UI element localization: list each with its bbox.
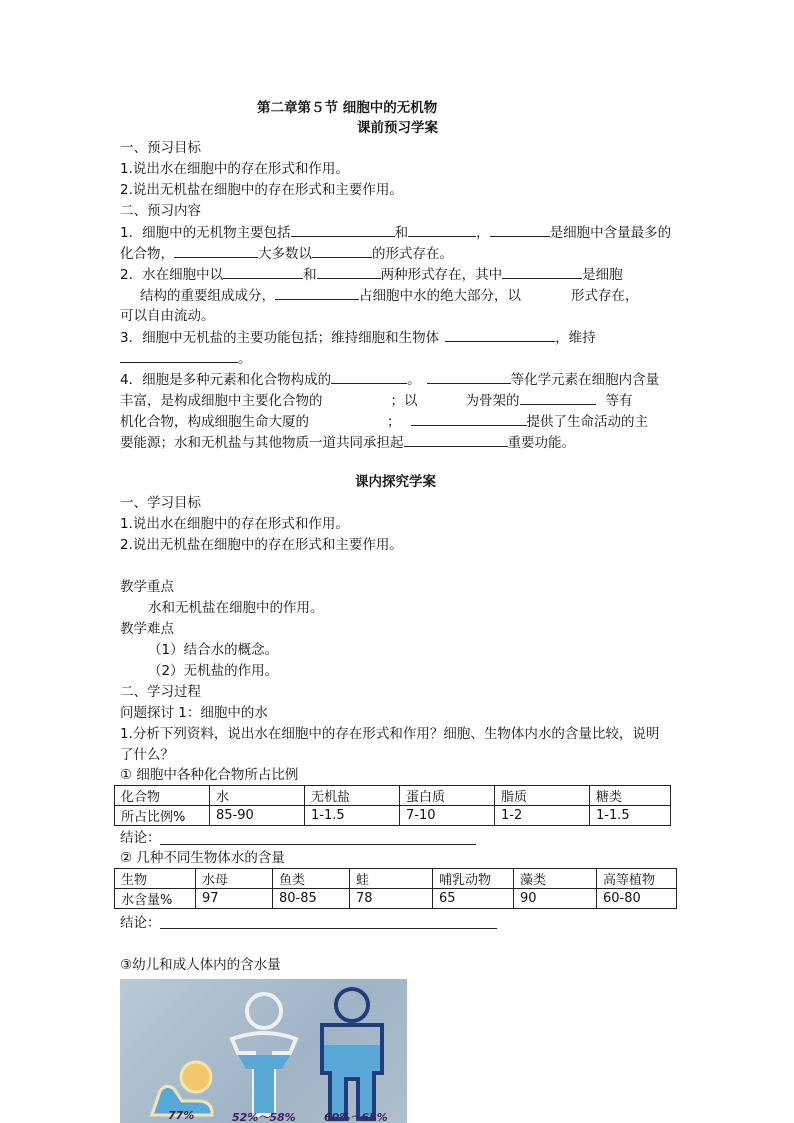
table-header-cell: 水母	[196, 869, 273, 889]
fill-blank[interactable]	[502, 264, 582, 279]
difficulty-label: 教学难点	[120, 621, 174, 637]
table-header-cell: 生物	[115, 869, 196, 889]
preview-question-1-line-2	[120, 243, 453, 264]
table-cell: 1-2	[495, 806, 590, 826]
preview-goal-1: 1.说出水在细胞中的存在形式和作用。	[120, 161, 349, 177]
table-cell: 85-90	[210, 806, 305, 826]
table-cell: 7-10	[400, 806, 495, 826]
text: 机化合物，构成细胞生命大厦的	[120, 414, 309, 430]
preview-question-4-line-4	[120, 432, 575, 453]
preview-question-4-line-2	[120, 390, 633, 411]
water-content-figure	[120, 979, 407, 1123]
table-header-cell: 水	[210, 786, 305, 806]
fill-blank[interactable]	[174, 243, 258, 258]
table-row	[115, 806, 671, 826]
text: 等化学元素在细胞内含量	[510, 372, 660, 388]
fill-blank[interactable]	[520, 390, 596, 405]
text: 占细胞中水的绝大部分，以	[359, 288, 521, 304]
preview-question-3-line-1	[120, 327, 596, 348]
compound-ratio-table	[114, 785, 671, 826]
conclusion-2-label: 结论：	[120, 915, 161, 931]
table-header-cell: 鱼类	[273, 869, 350, 889]
table-cell: 60-80	[597, 889, 677, 909]
table-header-cell: 蛋白质	[400, 786, 495, 806]
baby-head-icon	[181, 1062, 211, 1092]
preview-goals-heading: 一、预习目标	[120, 140, 201, 156]
fill-blank[interactable]	[275, 285, 359, 300]
inclass-goal-1: 1.说出水在细胞中的存在形式和作用。	[120, 516, 349, 532]
text: 重要功能。	[507, 435, 575, 451]
table-cell: 78	[350, 889, 433, 909]
child-head-icon	[247, 994, 281, 1028]
table-cell: 所占比例%	[115, 806, 210, 826]
topic-1-heading: 问题探讨 1：细胞中的水	[120, 705, 268, 721]
text: 形式存在，	[571, 288, 639, 304]
figure-caption: ③幼儿和成人体内的含水量	[120, 957, 281, 973]
fill-blank[interactable]	[291, 222, 395, 237]
preview-question-1-line-1	[120, 222, 671, 243]
table-header-cell: 糖类	[590, 786, 671, 806]
text: 大多数以	[258, 246, 312, 262]
text: 结构的重要组成成分，	[140, 288, 275, 304]
table-header-cell: 蛙	[350, 869, 433, 889]
text: 提供了生命活动的主	[526, 414, 648, 430]
preview-question-4-line-3	[120, 411, 648, 432]
body-water-illustration	[120, 979, 407, 1123]
table-cell: 1-1.5	[305, 806, 400, 826]
text: 等有	[605, 393, 633, 409]
conclusion-1-label: 结论：	[120, 830, 161, 846]
adult-percentage: 60%～65%	[324, 1111, 388, 1123]
baby-percentage: 77%	[168, 1109, 195, 1122]
text: 是细胞中含量最多的	[549, 225, 672, 241]
table-1-caption: ① 细胞中各种化合物所占比例	[120, 767, 299, 783]
fill-blank[interactable]	[312, 243, 372, 258]
difficulty-item-1: （1）结合水的概念。	[148, 642, 279, 658]
text: 和	[394, 225, 409, 241]
conclusion-1-answer-line[interactable]	[160, 844, 476, 845]
table-cell: 90	[514, 889, 597, 909]
text: 丰富，是构成细胞中主要化合物的	[120, 393, 323, 409]
fill-blank[interactable]	[445, 327, 555, 342]
text: 两种形式存在，其中	[380, 267, 503, 283]
table-header-cell: 藻类	[514, 869, 597, 889]
process-heading: 二、学习过程	[120, 684, 201, 700]
table-row	[115, 786, 671, 806]
difficulty-item-2: （2）无机盐的作用。	[148, 663, 279, 679]
table-cell: 水含量%	[115, 889, 196, 909]
fill-blank[interactable]	[427, 369, 511, 384]
key-points-text: 水和无机盐在细胞中的作用。	[148, 600, 324, 616]
fill-blank[interactable]	[408, 222, 476, 237]
text: 1．细胞中的无机物主要包括	[120, 225, 291, 241]
inclass-goal-2: 2.说出无机盐在细胞中的存在形式和主要作用。	[120, 537, 403, 553]
preview-question-2-line-2	[140, 285, 639, 306]
table-header-cell: 脂质	[495, 786, 590, 806]
text: 的形式存在。	[372, 246, 453, 262]
text: 3．细胞中无机盐的主要功能包括；维持细胞和生物体	[120, 330, 440, 346]
table-header-cell: 高等植物	[597, 869, 677, 889]
preview-goal-2: 2.说出无机盐在细胞中的存在形式和主要作用。	[120, 182, 403, 198]
text: 。	[407, 372, 421, 388]
text: 。	[238, 351, 252, 367]
fill-blank[interactable]	[331, 369, 407, 384]
child-percentage: 52%～58%	[232, 1111, 296, 1123]
adult-head-icon	[336, 989, 368, 1021]
inclass-title: 课内探究学案	[355, 474, 436, 490]
fill-blank[interactable]	[317, 264, 381, 279]
table-cell: 80-85	[273, 889, 350, 909]
chapter-title: 第二章第５节 细胞中的无机物	[257, 100, 438, 116]
table-row	[115, 889, 677, 909]
text: 要能源；水和无机盐与其他物质一道共同承担起	[120, 435, 404, 451]
key-points-label: 教学重点	[120, 579, 174, 595]
table-header-cell: 无机盐	[305, 786, 400, 806]
preview-question-2-line-1	[120, 264, 623, 285]
organism-water-table	[114, 868, 677, 909]
table-cell: 65	[433, 889, 514, 909]
preview-question-4-line-1	[120, 369, 659, 390]
table-cell: 1-1.5	[590, 806, 671, 826]
preview-content-heading: 二、预习内容	[120, 203, 201, 219]
text: ，维持	[555, 330, 596, 346]
text: 化合物，	[120, 246, 174, 262]
text: ；以	[390, 393, 418, 409]
table-2-caption: ② 几种不同生物体水的含量	[120, 850, 285, 866]
child-water-icon	[238, 1055, 290, 1113]
inclass-goals-heading: 一、学习目标	[120, 495, 201, 511]
preview-question-3-line-2	[120, 348, 252, 369]
text: 和	[303, 267, 317, 283]
analysis-question-line-2: 了什么？	[120, 747, 174, 763]
fill-blank[interactable]	[490, 222, 550, 237]
table-header-cell: 化合物	[115, 786, 210, 806]
preview-question-2-line-3: 可以自由流动。	[120, 308, 215, 324]
text: 为骨架的	[465, 393, 520, 409]
conclusion-2-answer-line[interactable]	[160, 928, 497, 929]
text: 是细胞	[582, 267, 623, 283]
analysis-question-line-1: 1.分析下列资料，说出水在细胞中的存在形式和作用？细胞、生物体内水的含量比较，说明	[120, 726, 660, 742]
fill-blank[interactable]	[404, 432, 508, 447]
table-cell: 97	[196, 889, 273, 909]
fill-blank[interactable]	[120, 348, 238, 363]
fill-blank[interactable]	[223, 264, 303, 279]
fill-blank[interactable]	[411, 411, 527, 426]
text: ；	[387, 414, 401, 430]
table-header-cell: 哺乳动物	[433, 869, 514, 889]
text: 2．水在细胞中以	[120, 267, 224, 283]
preview-title: 课前预习学案	[357, 120, 438, 136]
text: 4．细胞是多种元素和化合物构成的	[120, 372, 332, 388]
table-row	[115, 869, 677, 889]
text: ，	[476, 225, 490, 241]
